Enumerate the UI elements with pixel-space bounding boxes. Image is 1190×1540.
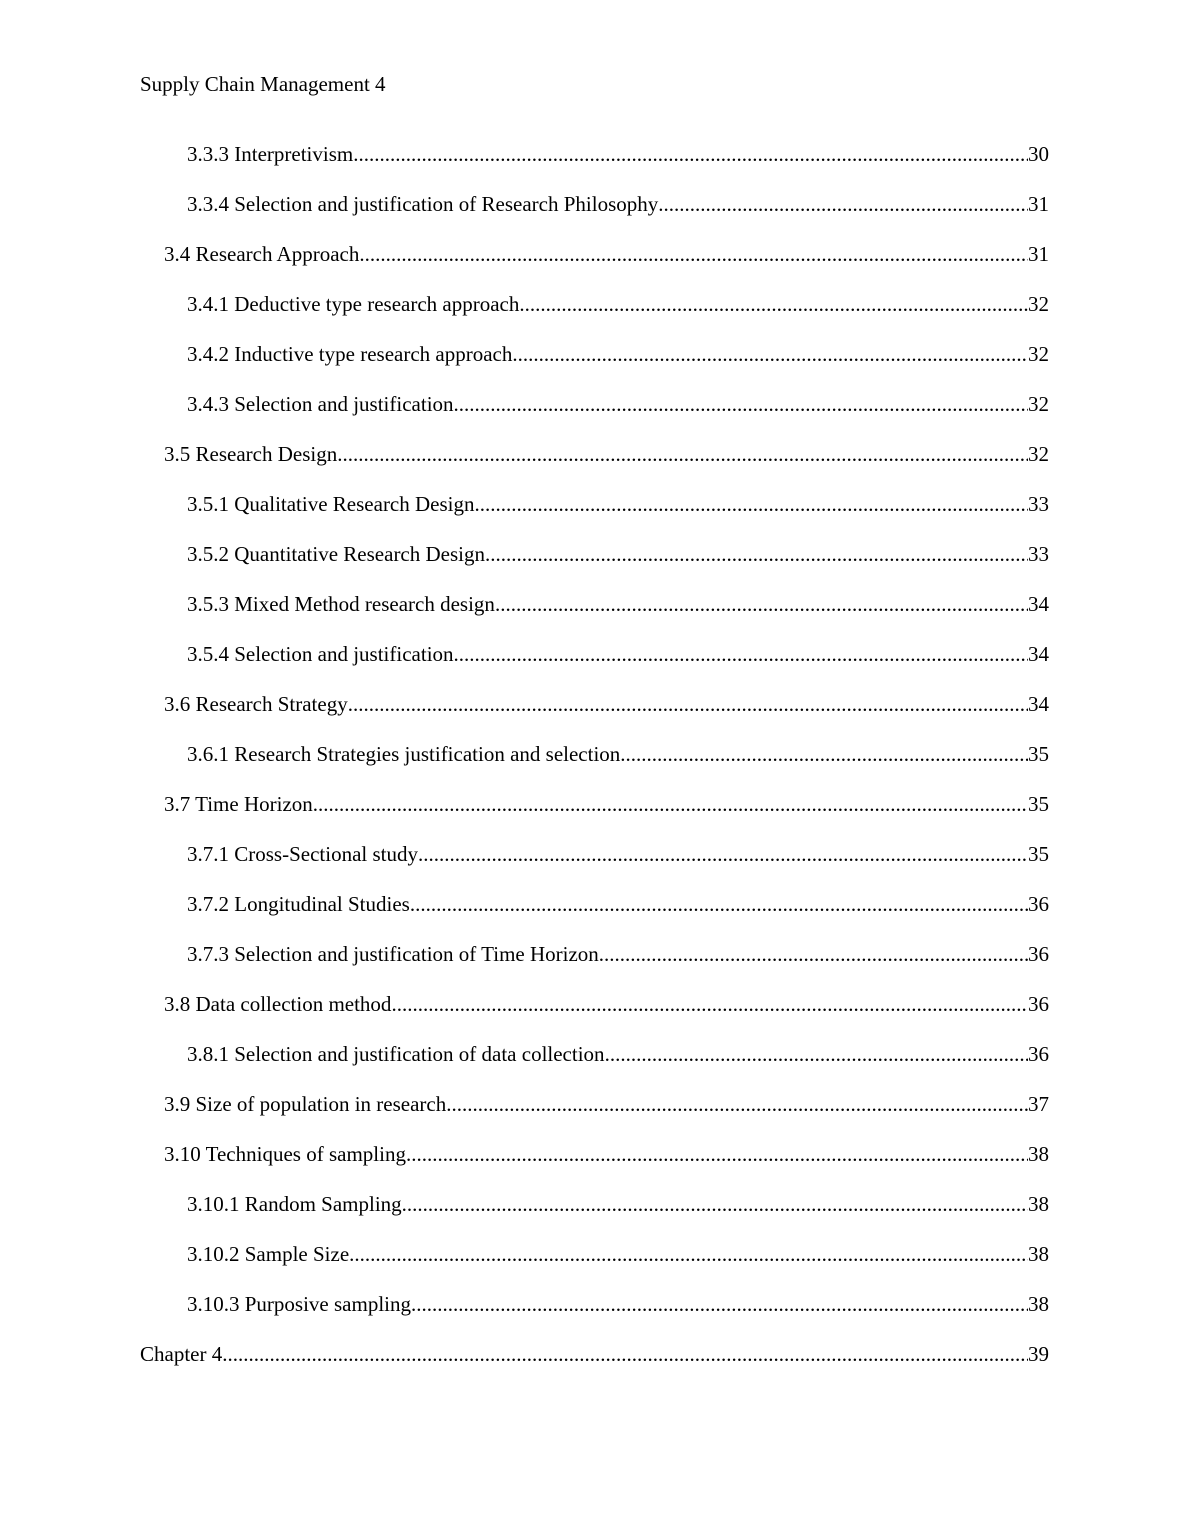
toc-entry[interactable] bbox=[140, 140, 1049, 190]
toc-entry-page: 34 bbox=[1028, 592, 1049, 616]
toc-dot-leader bbox=[402, 1190, 1028, 1218]
toc-entry-title: 3.9 Size of population in research bbox=[164, 1092, 447, 1116]
toc-entry-page: 36 bbox=[1028, 892, 1049, 916]
toc-entry-page: 32 bbox=[1028, 342, 1049, 366]
toc-entry[interactable] bbox=[140, 540, 1049, 590]
toc-entry-title: 3.4.3 Selection and justification bbox=[187, 392, 454, 416]
toc-entry-title: 3.8 Data collection method bbox=[164, 992, 392, 1016]
toc-entry-title: 3.4 Research Approach bbox=[164, 242, 360, 266]
toc-entry-title: 3.10.3 Purposive sampling bbox=[187, 1292, 411, 1316]
toc-entry-page: 38 bbox=[1028, 1292, 1049, 1316]
toc-dot-leader bbox=[313, 790, 1028, 818]
toc-entry-title: 3.7.3 Selection and justification of Time Horizon bbox=[187, 942, 599, 966]
toc-entry-page: 31 bbox=[1028, 192, 1049, 216]
toc-entry-page: 35 bbox=[1028, 792, 1049, 816]
toc-entry-title: 3.6.1 Research Strategies justification and selection bbox=[187, 742, 621, 766]
toc-entry[interactable] bbox=[140, 1040, 1049, 1090]
toc-entry-page: 38 bbox=[1028, 1142, 1049, 1166]
toc-entry-page: 38 bbox=[1028, 1192, 1049, 1216]
toc-entry[interactable] bbox=[140, 440, 1049, 490]
toc-entry-page: 36 bbox=[1028, 992, 1049, 1016]
toc-dot-leader bbox=[349, 1240, 1028, 1268]
toc-entry[interactable] bbox=[140, 840, 1049, 890]
toc-entry-page: 31 bbox=[1028, 242, 1049, 266]
toc-dot-leader bbox=[348, 690, 1028, 718]
toc-entry[interactable] bbox=[140, 590, 1049, 640]
toc-entry[interactable] bbox=[140, 1290, 1049, 1340]
toc-entry-title: Chapter 4 bbox=[140, 1342, 223, 1366]
toc-entry-title: 3.4.2 Inductive type research approach bbox=[187, 342, 513, 366]
toc-entry[interactable] bbox=[140, 490, 1049, 540]
toc-entry[interactable] bbox=[140, 1240, 1049, 1290]
toc-dot-leader bbox=[454, 390, 1028, 418]
toc-entry-title: 3.7.1 Cross-Sectional study bbox=[187, 842, 418, 866]
toc-dot-leader bbox=[599, 940, 1028, 968]
toc-entry[interactable] bbox=[140, 1340, 1049, 1390]
toc-entry-page: 36 bbox=[1028, 942, 1049, 966]
toc-dot-leader bbox=[446, 1090, 1028, 1118]
toc-entry-page: 33 bbox=[1028, 542, 1049, 566]
toc-entry-title: 3.3.3 Interpretivism bbox=[187, 142, 354, 166]
toc-entry-title: 3.5.4 Selection and justification bbox=[187, 642, 454, 666]
toc-entry-title: 3.6 Research Strategy bbox=[164, 692, 348, 716]
toc-entry-page: 32 bbox=[1028, 392, 1049, 416]
toc-entry-page: 32 bbox=[1028, 292, 1049, 316]
toc-entry-page: 35 bbox=[1028, 742, 1049, 766]
toc-dot-leader bbox=[391, 990, 1028, 1018]
toc-entry-title: 3.5.3 Mixed Method research design bbox=[187, 592, 495, 616]
toc-dot-leader bbox=[222, 1340, 1028, 1368]
toc-entry-page: 33 bbox=[1028, 492, 1049, 516]
toc-entry-page: 34 bbox=[1028, 692, 1049, 716]
toc-entry-title: 3.10.2 Sample Size bbox=[187, 1242, 350, 1266]
toc-dot-leader bbox=[495, 590, 1028, 618]
toc-dot-leader bbox=[406, 1140, 1028, 1168]
toc-entry[interactable] bbox=[140, 290, 1049, 340]
toc-entry-page: 38 bbox=[1028, 1242, 1049, 1266]
toc-dot-leader bbox=[411, 1290, 1028, 1318]
toc-dot-leader bbox=[359, 240, 1028, 268]
toc-dot-leader bbox=[454, 640, 1028, 668]
toc-entry-title: 3.7 Time Horizon bbox=[164, 792, 313, 816]
toc-dot-leader bbox=[337, 440, 1028, 468]
toc-dot-leader bbox=[485, 540, 1028, 568]
toc-dot-leader bbox=[475, 490, 1029, 518]
toc-entry-title: 3.7.2 Longitudinal Studies bbox=[187, 892, 410, 916]
toc-entry[interactable] bbox=[140, 240, 1049, 290]
toc-entry-title: 3.10 Techniques of sampling bbox=[164, 1142, 406, 1166]
toc-dot-leader bbox=[658, 190, 1028, 218]
toc-entry[interactable] bbox=[140, 390, 1049, 440]
toc-dot-leader bbox=[418, 840, 1028, 868]
toc-entry-page: 37 bbox=[1028, 1092, 1049, 1116]
toc-entry-title: 3.4.1 Deductive type research approach bbox=[187, 292, 520, 316]
toc-entry[interactable] bbox=[140, 740, 1049, 790]
toc-entry-title: 3.5 Research Design bbox=[164, 442, 338, 466]
toc-entry-title: 3.5.1 Qualitative Research Design bbox=[187, 492, 475, 516]
toc-entry-title: 3.5.2 Quantitative Research Design bbox=[187, 542, 485, 566]
toc-entry-title: 3.10.1 Random Sampling bbox=[187, 1192, 402, 1216]
toc-entry[interactable] bbox=[140, 1090, 1049, 1140]
toc-dot-leader bbox=[512, 340, 1028, 368]
toc-entry[interactable] bbox=[140, 340, 1049, 390]
toc-entry[interactable] bbox=[140, 190, 1049, 240]
toc-dot-leader bbox=[620, 740, 1028, 768]
toc-entry[interactable] bbox=[140, 1140, 1049, 1190]
toc-entry[interactable] bbox=[140, 790, 1049, 840]
toc-entry[interactable] bbox=[140, 990, 1049, 1040]
toc-dot-leader bbox=[605, 1040, 1028, 1068]
toc-dot-leader bbox=[410, 890, 1028, 918]
toc-entry-page: 39 bbox=[1028, 1342, 1049, 1366]
toc-entry-page: 32 bbox=[1028, 442, 1049, 466]
toc-entry-page: 30 bbox=[1028, 142, 1049, 166]
toc-entry[interactable] bbox=[140, 640, 1049, 690]
toc-entry-page: 36 bbox=[1028, 1042, 1049, 1066]
toc-entry[interactable] bbox=[140, 1190, 1049, 1240]
toc-entry-page: 35 bbox=[1028, 842, 1049, 866]
toc-entry[interactable] bbox=[140, 940, 1049, 990]
toc-dot-leader bbox=[519, 290, 1028, 318]
toc-entry[interactable] bbox=[140, 690, 1049, 740]
toc-dot-leader bbox=[353, 140, 1028, 168]
toc-entry-title: 3.8.1 Selection and justification of data collection bbox=[187, 1042, 605, 1066]
toc-entry-title: 3.3.4 Selection and justification of Research Philosophy bbox=[187, 192, 659, 216]
toc-entry[interactable] bbox=[140, 890, 1049, 940]
running-head: Supply Chain Management 4 bbox=[140, 72, 386, 96]
table-of-contents bbox=[140, 140, 1049, 1390]
toc-entry-page: 34 bbox=[1028, 642, 1049, 666]
